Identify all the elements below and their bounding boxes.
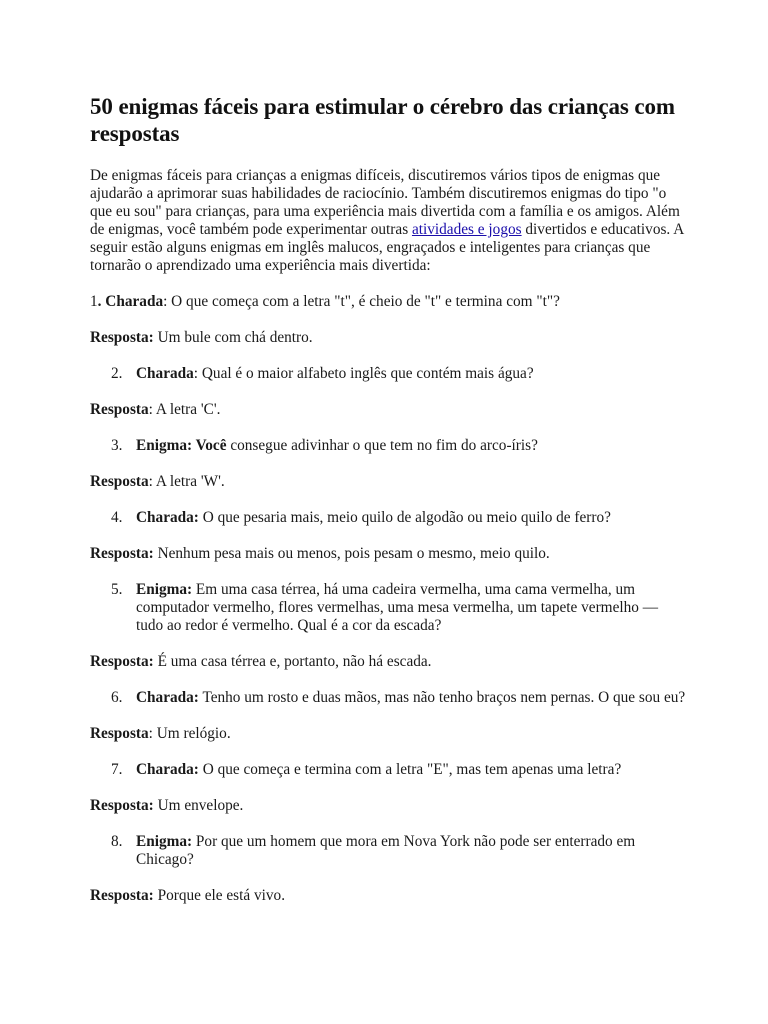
answer-text: Um bule com chá dentro.	[153, 329, 313, 346]
answer-label: Resposta	[90, 473, 149, 490]
riddle-label: Enigma:	[136, 833, 193, 850]
answer-text: Porque ele está vivo.	[153, 887, 286, 904]
riddle-number: 5.	[111, 581, 123, 598]
answer-text: É uma casa térrea e, portanto, não há escada.	[153, 653, 432, 670]
answer-label: Resposta:	[90, 797, 154, 814]
riddle-text: Em uma casa térrea, há uma cadeira vermelha, uma cama vermelha, um computador vermelho, flores vermelhas, uma mesa vermelha, um tapete vermelho — tudo ao redor é vermelho. Qual é a cor da escada?	[136, 581, 659, 634]
answer-text: Nenhum pesa mais ou menos, pois pesam o mesmo, meio quilo.	[153, 545, 550, 562]
riddle-dot: .	[97, 293, 102, 310]
answer-text: : A letra 'C'.	[148, 401, 221, 418]
riddle-1	[90, 293, 688, 311]
activities-games-link[interactable]: atividades e jogos	[411, 221, 522, 238]
riddle-label: Enigma: Você	[136, 437, 227, 454]
riddle-8	[90, 833, 688, 869]
answer-label: Resposta:	[90, 329, 154, 346]
riddle-number: 1	[90, 293, 98, 310]
riddle-number: 7.	[111, 761, 123, 778]
answer-7	[90, 797, 688, 815]
answer-label: Resposta:	[90, 653, 154, 670]
answer-5	[90, 653, 688, 671]
riddle-6	[90, 689, 688, 707]
answer-8	[90, 887, 688, 905]
answer-4	[90, 545, 688, 563]
riddle-3	[90, 437, 688, 455]
riddle-label: Charada:	[136, 761, 199, 778]
riddle-7	[90, 761, 688, 779]
riddle-text: : Qual é o maior alfabeto inglês que contém mais água?	[193, 365, 534, 382]
riddle-text: Por que um homem que mora em Nova York não pode ser enterrado em Chicago?	[136, 833, 636, 868]
answer-3	[90, 473, 688, 491]
riddle-label: Charada	[101, 293, 164, 310]
riddle-number: 4.	[111, 509, 123, 526]
answer-text: Um envelope.	[153, 797, 244, 814]
answer-1	[90, 329, 688, 347]
riddle-number: 3.	[111, 437, 123, 454]
riddle-text: consegue adivinhar o que tem no fim do arco-íris?	[226, 437, 538, 454]
intro-text-after-link: divertidos e educativos. A seguir estão alguns enigmas em inglês malucos, engraçados e inteligentes para crianças que tornarão o aprendizado uma experiência mais divertida:	[90, 221, 684, 274]
riddle-text: O que pesaria mais, meio quilo de algodão ou meio quilo de ferro?	[198, 509, 611, 526]
document-page	[90, 93, 688, 905]
riddle-label: Charada	[136, 365, 194, 382]
answer-label: Resposta	[90, 725, 149, 742]
page-title: 50 enigmas fáceis para estimular o cérebro das crianças com respostas	[90, 94, 675, 146]
riddle-number: 2.	[111, 365, 123, 382]
answer-label: Resposta:	[90, 545, 154, 562]
answer-label: Resposta:	[90, 887, 154, 904]
riddle-label: Charada:	[136, 509, 199, 526]
riddle-text: O que começa e termina com a letra "E", mas tem apenas uma letra?	[198, 761, 622, 778]
intro-text-before-link: De enigmas fáceis para crianças a enigmas difíceis, discutiremos vários tipos de enigmas que ajudarão a aprimorar suas habilidades de raciocínio. Também discutiremos enigmas do tipo "o que eu sou" para crianças, para uma experiência mais divertida com a família e os amigos. Além de enigmas, você também pode experimentar outras	[90, 167, 680, 238]
riddle-5	[90, 581, 688, 635]
riddle-4	[90, 509, 688, 527]
answer-6	[90, 725, 688, 743]
answer-text: : A letra 'W'.	[148, 473, 225, 490]
riddle-text: : O que começa com a letra "t", é cheio de "t" e termina com "t"?	[163, 293, 560, 310]
answer-text: : Um relógio.	[148, 725, 231, 742]
intro-paragraph	[90, 167, 688, 275]
answer-2	[90, 401, 688, 419]
riddle-label: Charada:	[136, 689, 199, 706]
riddle-text: Tenho um rosto e duas mãos, mas não tenho braços nem pernas. O que sou eu?	[198, 689, 686, 706]
riddle-label: Enigma:	[136, 581, 193, 598]
riddle-number: 8.	[111, 833, 123, 850]
answer-label: Resposta	[90, 401, 149, 418]
riddle-2	[90, 365, 688, 383]
riddle-number: 6.	[111, 689, 123, 706]
